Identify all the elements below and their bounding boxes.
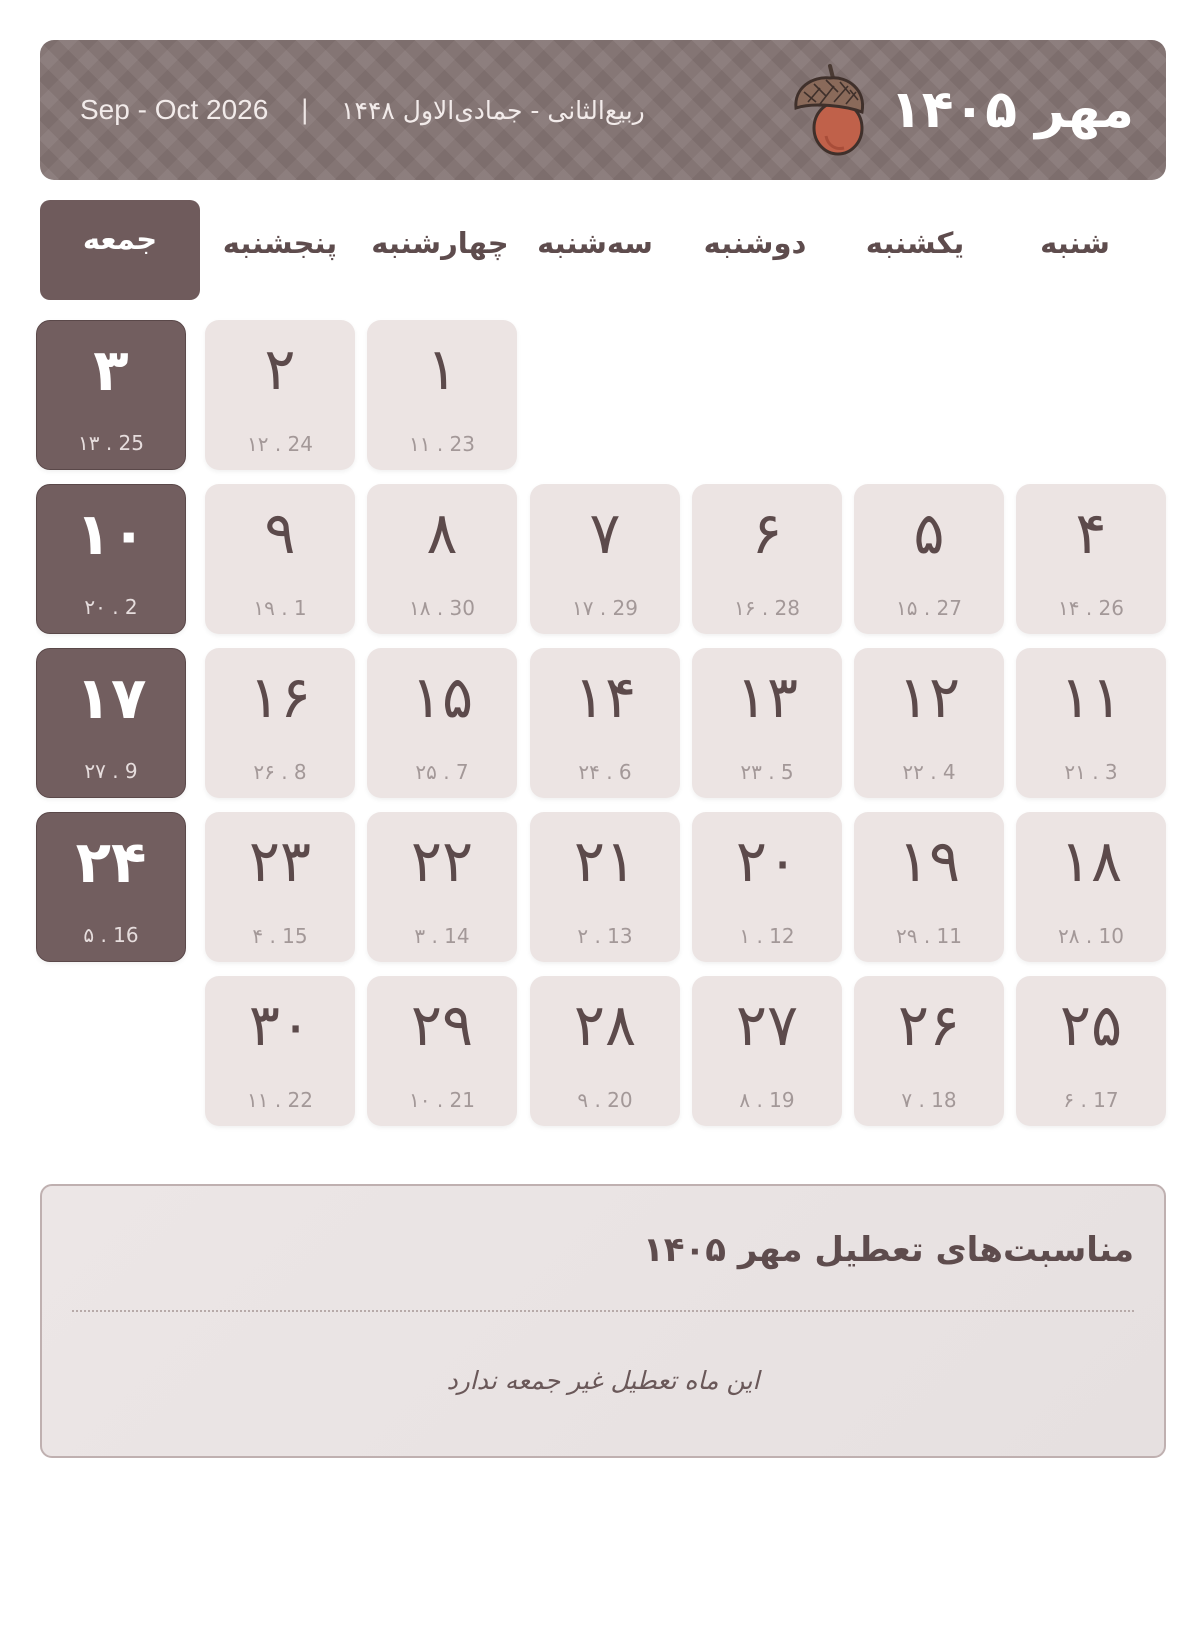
day-secondary-dates: ۲۷ . 9: [84, 759, 138, 783]
day-secondary-dates: ۲۴ . 6: [578, 760, 632, 784]
day-number: ۲۸: [573, 991, 637, 1059]
day-cell[interactable]: [367, 484, 517, 634]
day-secondary-dates: ۲۱ . 3: [1064, 760, 1118, 784]
day-cell[interactable]: [692, 976, 842, 1126]
day-cell[interactable]: [854, 976, 1004, 1126]
day-number: ۲۹: [410, 991, 474, 1059]
header-separator: |: [300, 95, 310, 125]
day-secondary-dates: ۲۸ . 10: [1057, 924, 1124, 948]
weekday-tuesday: سه‌شنبه: [537, 226, 653, 260]
day-cell[interactable]: [530, 976, 680, 1126]
day-cell[interactable]: [367, 320, 517, 470]
day-number: ۱۷: [75, 664, 147, 732]
day-number: ۱۸: [1059, 827, 1123, 895]
day-number: ۳۰: [248, 991, 312, 1059]
day-number: ۵: [913, 499, 945, 567]
day-secondary-dates: ۱۰ . 21: [408, 1088, 475, 1112]
day-secondary-dates: ۸ . 19: [739, 1088, 795, 1112]
day-number: ۲: [264, 335, 296, 403]
day-secondary-dates: ۱۲ . 24: [246, 432, 313, 456]
day-cell-holiday[interactable]: [36, 320, 186, 470]
day-number: ۲۰: [735, 827, 799, 895]
day-secondary-dates: ۶ . 17: [1063, 1088, 1119, 1112]
day-secondary-dates: ۲۵ . 7: [415, 760, 469, 784]
day-cell-holiday[interactable]: [36, 812, 186, 962]
day-number: ۴: [1075, 499, 1107, 567]
day-cell-holiday[interactable]: [36, 484, 186, 634]
day-cell[interactable]: [530, 812, 680, 962]
day-secondary-dates: ۲۹ . 11: [895, 924, 962, 948]
day-number: ۹: [264, 499, 296, 567]
gregorian-range: Sep - Oct 2026: [80, 94, 269, 125]
day-cell[interactable]: [1016, 812, 1166, 962]
day-number: ۲۵: [1059, 991, 1123, 1059]
day-secondary-dates: ۲۶ . 8: [253, 760, 307, 784]
day-cell[interactable]: [854, 648, 1004, 798]
day-number: ۱۵: [410, 663, 474, 731]
day-secondary-dates: ۱۱ . 22: [246, 1088, 313, 1112]
day-secondary-dates: ۴ . 15: [252, 924, 308, 948]
day-secondary-dates: ۱۹ . 1: [253, 596, 307, 620]
month-title: مهر ۱۴۰۵: [890, 80, 1134, 140]
day-number: ۱۶: [248, 663, 312, 731]
weekday-monday: دوشنبه: [703, 226, 807, 260]
panel-divider: [72, 1310, 1134, 1312]
day-number: ۲۷: [735, 991, 799, 1059]
day-secondary-dates: ۳ . 14: [414, 924, 470, 948]
day-number: ۲۴: [75, 828, 147, 896]
day-secondary-dates: ۲۳ . 5: [740, 760, 794, 784]
hijri-range: ربیع‌الثانی - جمادی‌الاول ۱۴۴۸: [341, 95, 645, 125]
day-cell[interactable]: [367, 812, 517, 962]
header-secondary-dates: [80, 94, 645, 126]
day-secondary-dates: ۲۰ . 2: [84, 595, 138, 619]
day-number: ۸: [426, 499, 458, 567]
day-number: ۱۰: [75, 500, 147, 568]
day-cell[interactable]: [854, 484, 1004, 634]
day-secondary-dates: ۱۴ . 26: [1057, 596, 1124, 620]
day-secondary-dates: ۱۳ . 25: [77, 431, 144, 455]
day-cell[interactable]: [367, 976, 517, 1126]
day-secondary-dates: ۷ . 18: [901, 1088, 957, 1112]
day-secondary-dates: ۱ . 12: [739, 924, 795, 948]
day-cell[interactable]: [205, 976, 355, 1126]
holidays-empty-message: این ماه تعطیل غیر جمعه ندارد: [446, 1366, 760, 1395]
day-cell[interactable]: [530, 648, 680, 798]
day-cell[interactable]: [205, 484, 355, 634]
day-cell[interactable]: [1016, 648, 1166, 798]
day-cell[interactable]: [1016, 484, 1166, 634]
day-cell[interactable]: [205, 320, 355, 470]
day-number: ۲۶: [897, 991, 961, 1059]
day-secondary-dates: ۱۶ . 28: [733, 596, 800, 620]
day-cell[interactable]: [854, 812, 1004, 962]
weekday-saturday: شنبه: [1040, 226, 1110, 260]
day-cell-holiday[interactable]: [36, 648, 186, 798]
weekday-wednesday: چهارشنبه: [371, 226, 509, 260]
day-secondary-dates: ۲۲ . 4: [902, 760, 956, 784]
day-number: ۱۱: [1059, 663, 1123, 731]
day-number: ۱۹: [897, 827, 961, 895]
day-number: ۲۱: [573, 827, 637, 895]
day-cell[interactable]: [367, 648, 517, 798]
weekday-header-row: [40, 200, 1166, 300]
acorn-icon: [786, 62, 868, 158]
day-number: ۷: [589, 499, 621, 567]
day-cell[interactable]: [205, 648, 355, 798]
holidays-panel: [40, 1184, 1166, 1458]
day-secondary-dates: ۲ . 13: [577, 924, 633, 948]
weekday-sunday: یکشنبه: [865, 226, 965, 260]
day-secondary-dates: ۱۵ . 27: [895, 596, 962, 620]
day-number: ۱: [426, 335, 458, 403]
day-number: ۶: [751, 499, 783, 567]
day-secondary-dates: ۱۱ . 23: [408, 432, 475, 456]
day-secondary-dates: ۵ . 16: [83, 923, 139, 947]
day-cell[interactable]: [692, 484, 842, 634]
header-primary: [786, 62, 1134, 158]
day-number: ۲۲: [410, 827, 474, 895]
day-number: ۱۲: [897, 663, 961, 731]
month-header: [40, 40, 1166, 180]
day-cell[interactable]: [692, 812, 842, 962]
day-cell[interactable]: [530, 484, 680, 634]
day-number: ۱۴: [573, 663, 637, 731]
weekday-friday: جمعه: [40, 200, 200, 300]
day-cell[interactable]: [1016, 976, 1166, 1126]
day-number: ۳: [93, 336, 129, 404]
day-secondary-dates: ۱۷ . 29: [571, 596, 638, 620]
weekday-thursday: پنجشنبه: [222, 226, 338, 260]
day-number: ۱۳: [735, 663, 799, 731]
day-secondary-dates: ۹ . 20: [577, 1088, 633, 1112]
day-cell[interactable]: [692, 648, 842, 798]
holidays-panel-title: مناسبت‌های تعطیل مهر ۱۴۰۵: [643, 1230, 1134, 1270]
day-secondary-dates: ۱۸ . 30: [408, 596, 475, 620]
day-number: ۲۳: [248, 827, 312, 895]
day-cell[interactable]: [205, 812, 355, 962]
